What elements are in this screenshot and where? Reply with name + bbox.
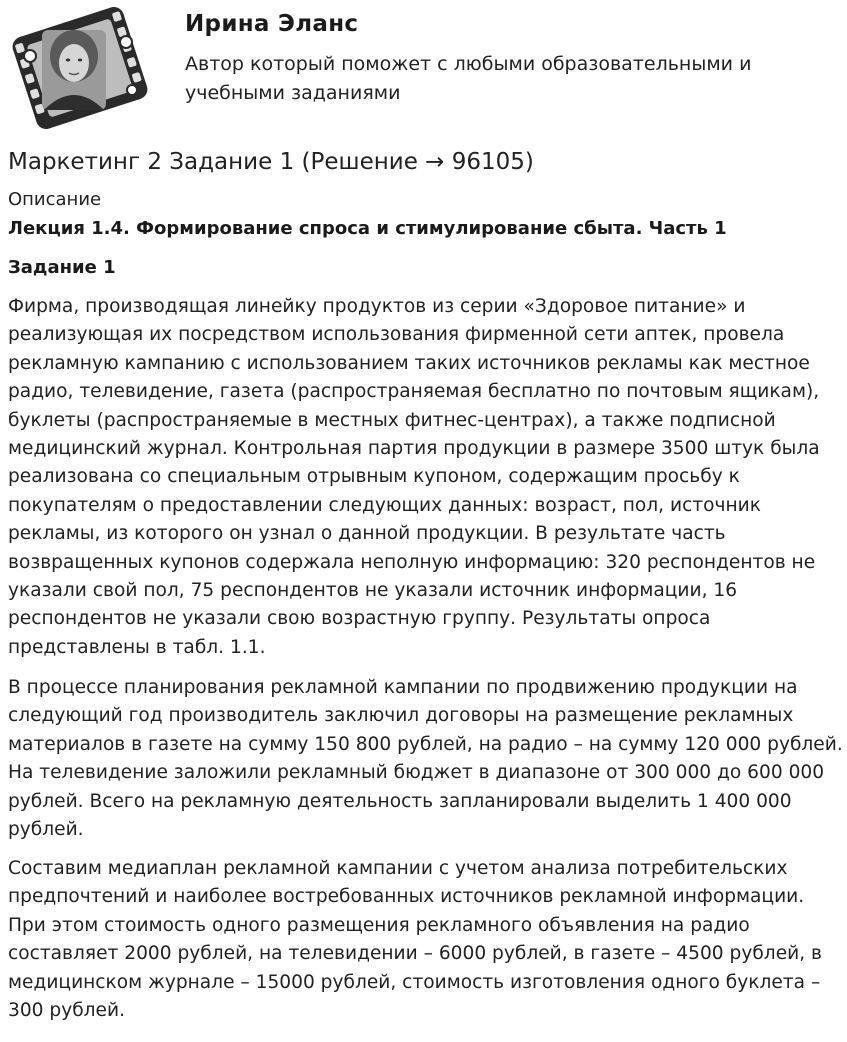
paragraph-budget: В процессе планирования рекламной кампании по продвижению продукции на следующий год производитель заключил договоры на размещение рекламных материалов в газете на сумму 150 800 рублей, на радио – на сумму 120 000 рублей. На телевидение заложили рекламный бюджет в диапазоне от 300 000 до 600 000 рублей. Всего на рекламную деятельность запланировали выделить 1 400 000 рублей. (8, 677, 843, 841)
film-frame-avatar-image (8, 6, 152, 130)
paragraph-problem-statement: Фирма, производящая линейку продуктов из серии «Здоровое питание» и реализующая их посредством использования фирменной сети аптек, провела рекламную кампанию с использованием таких источников рекламы как местное радио, телевидение, газета (распространяемая бесплатно по почтовым ящикам), буклеты (распространяемые в местных фитнес-центрах), а также подписной медицинский журнал. Контрольная партия продукции в размере 3500 штук была реализована со специальным отрывным купоном, содержащим просьбу к покупателям о предоставлении следующих данных: возраст, пол, источник рекламы, из которого он узнал о данной продукции. В результате часть возвращенных купонов содержала неполную информацию: 320 респондентов не указали свой пол, 75 респондентов не указали источник информации, 16 респондентов не указали свою возрастную группу. Результаты опроса представлены в табл. 1.1. (8, 296, 820, 658)
avatar[interactable] (8, 6, 152, 130)
page-title: Маркетинг 2 Задание 1 (Решение → 96105) (8, 149, 534, 175)
paragraph-media-plan: Составим медиаплан рекламной кампании с учетом анализа потребительских предпочтений и наиболее востребованных источников рекламной информации. При этом стоимость одного размещения рекламного объявления на радио составляет 2000 рублей, на телевидении – 6000 рублей, в газете – 4500 рублей, в медицинском журнале – 15000 рублей, стоимость изготовления одного буклета – 300 рублей. (8, 858, 822, 1022)
lecture-heading: Лекция 1.4. Формирование спроса и стимулирование сбыта. Часть 1 (8, 218, 727, 239)
task-heading: Задание 1 (8, 257, 116, 278)
description-label: Описание (8, 189, 102, 210)
author-description: Автор который поможет с любыми образовательными и учебными заданиями (185, 53, 752, 104)
author-card (0, 0, 847, 140)
author-name[interactable]: Ирина Эланс (185, 11, 359, 37)
